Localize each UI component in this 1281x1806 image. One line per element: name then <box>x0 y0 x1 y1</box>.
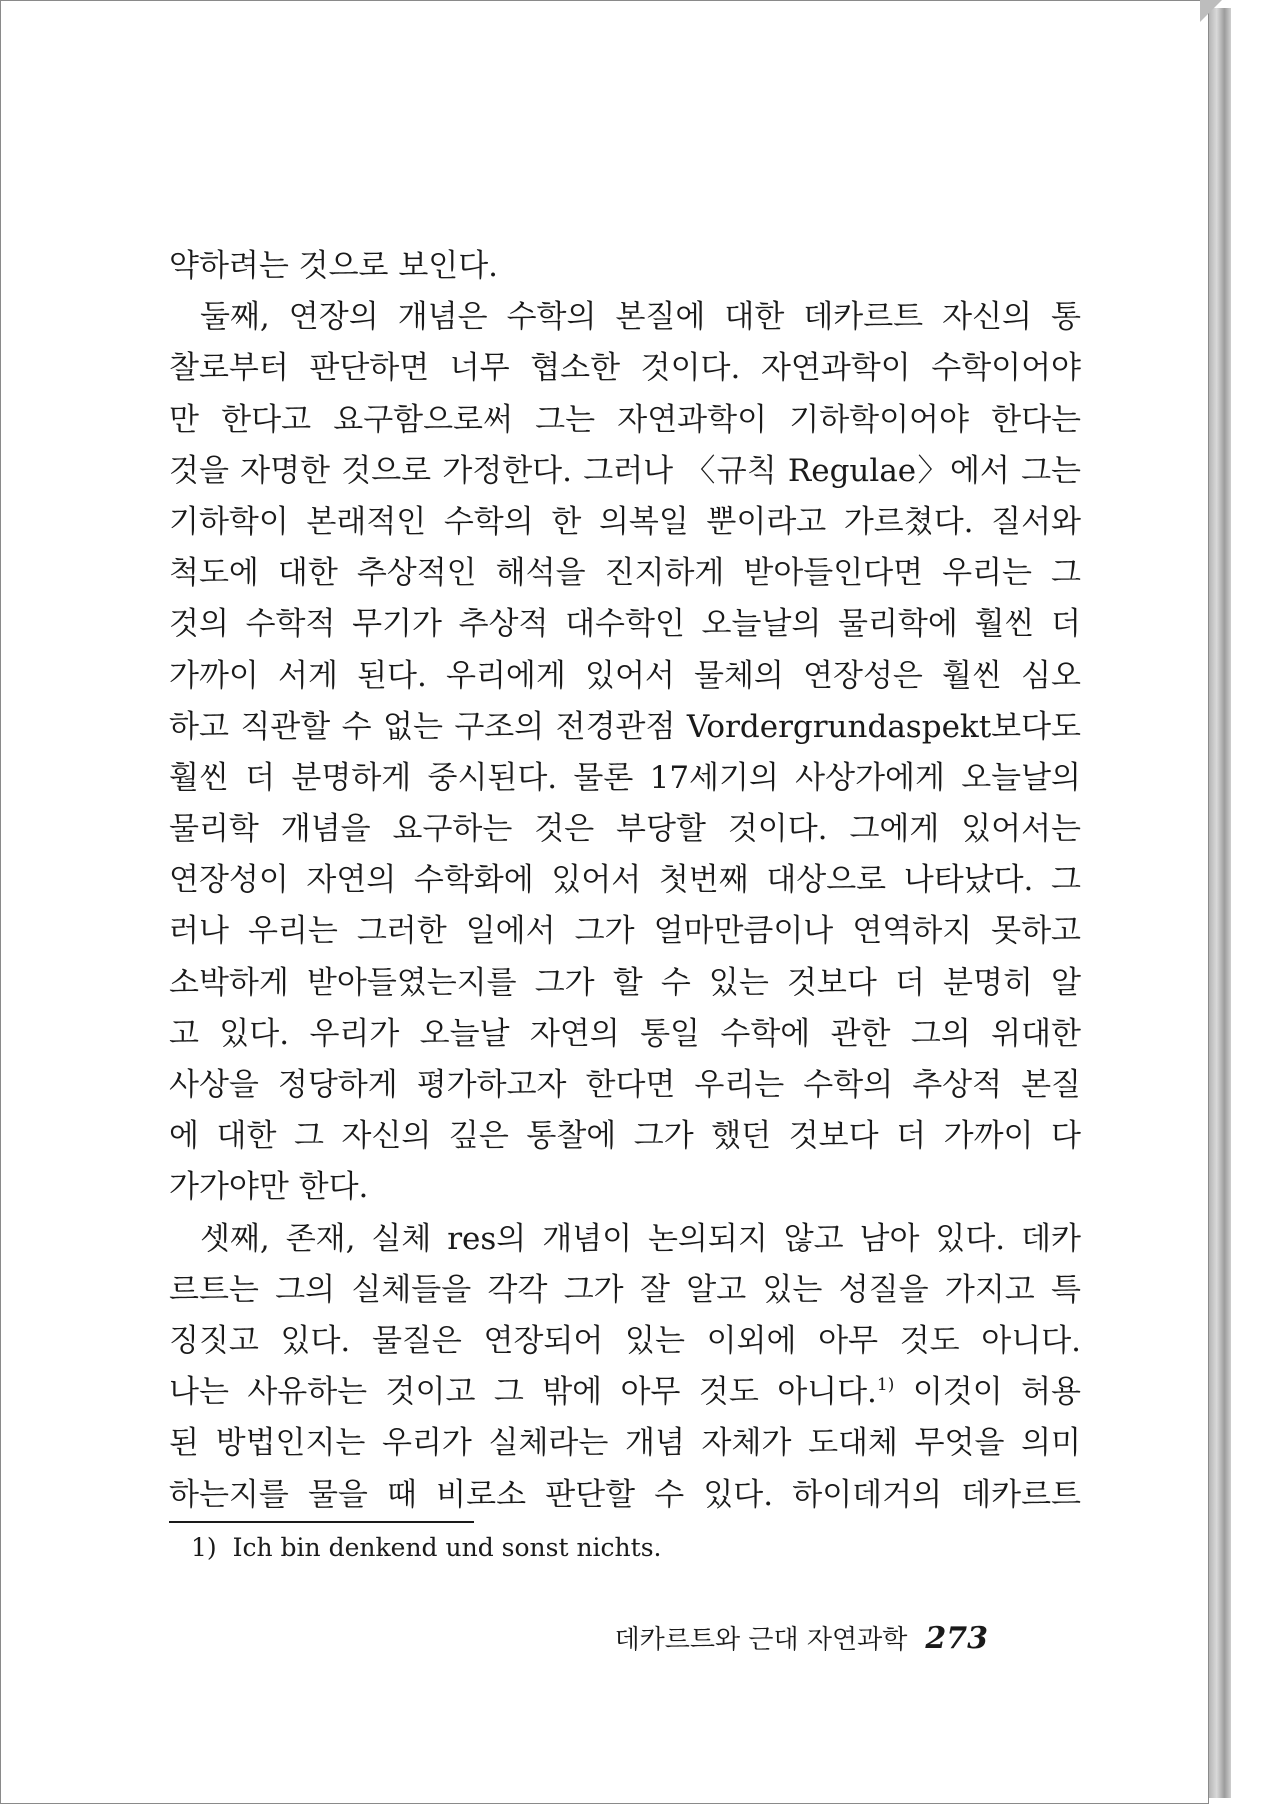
text-line-content: 된 방법인지는 우리가 실체라는 개념 자체가 도대체 무엇을 의미 <box>169 1425 1081 1462</box>
text-line <box>169 395 1081 446</box>
footnote <box>191 1531 661 1565</box>
page-corner-fold <box>1200 0 1222 22</box>
text-line <box>169 548 1081 599</box>
text-line-content: 나는 사유하는 것이고 그 밖에 아무 것도 아니다. <box>169 1374 877 1411</box>
text-line-content: 가가야만 한다. <box>169 1169 369 1206</box>
running-footer <box>615 1619 988 1660</box>
text-line <box>169 497 1081 548</box>
text-line-content: 찰로부터 판단하면 너무 협소한 것이다. 자연과학이 수학이어야 <box>169 350 1081 387</box>
text-line-content: 소박하게 받아들였는지를 그가 할 수 있는 것보다 더 분명히 알 <box>169 964 1081 1001</box>
text-line-content: 둘째, 연장의 개념은 수학의 본질에 대한 데카르트 자신의 통 <box>200 299 1081 336</box>
text-line-content: 훨씬 더 분명하게 중시된다. 물론 17세기의 사상가에게 오늘날의 <box>169 759 1081 796</box>
text-line <box>169 1316 1081 1367</box>
text-line <box>169 958 1081 1009</box>
running-footer-title: 데카르트와 근대 자연과학 <box>614 1625 908 1655</box>
text-line-content: 것을 자명한 것으로 가정한다. 그러나 〈규칙 Regulae〉에서 그는 <box>169 452 1081 489</box>
text-line <box>169 1009 1081 1060</box>
text-line-content: 에 대한 그 자신의 깊은 통찰에 그가 했던 것보다 더 가까이 다 <box>169 1118 1081 1155</box>
text-line <box>169 702 1081 753</box>
text-line <box>169 599 1081 650</box>
text-line-content: 연장성이 자연의 수학화에 있어서 첫번째 대상으로 나타났다. 그 <box>169 862 1081 899</box>
text-line-content: 하고 직관할 수 없는 구조의 전경관점 Vordergrundaspekt보다도 <box>169 708 1081 745</box>
text-line <box>169 1367 1081 1418</box>
text-line-content: 징짓고 있다. 물질은 연장되어 있는 이외에 아무 것도 아니다. <box>169 1322 1081 1359</box>
text-line-continuation: 이것이 허용 <box>894 1374 1081 1411</box>
text-line-content: 기하학이 본래적인 수학의 한 의복일 뿐이라고 가르쳤다. 질서와 <box>169 503 1081 540</box>
text-line-content: 척도에 대한 추상적인 해석을 진지하게 받아들인다면 우리는 그 <box>169 555 1081 592</box>
text-line <box>169 1060 1081 1111</box>
footnote-mark: 1) <box>191 1533 217 1562</box>
text-line-content: 셋째, 존재, 실체 res의 개념이 논의되지 않고 남아 있다. 데카 <box>200 1220 1081 1257</box>
text-line <box>169 1162 1081 1213</box>
text-line-content: 사상을 정당하게 평가하고자 한다면 우리는 수학의 추상적 본질 <box>169 1067 1081 1103</box>
text-line <box>169 855 1081 906</box>
text-line <box>169 753 1081 804</box>
text-line-content: 만 한다고 요구함으로써 그는 자연과학이 기하학이어야 한다는 <box>169 401 1081 438</box>
page-number: 273 <box>925 1621 988 1656</box>
text-line-content: 가까이 서게 된다. 우리에게 있어서 물체의 연장성은 훨씬 심오 <box>169 657 1081 694</box>
text-line <box>169 804 1081 855</box>
text-line-content: 것의 수학적 무기가 추상적 대수학인 오늘날의 물리학에 훨씬 더 <box>169 606 1081 643</box>
text-line-content: 르트는 그의 실체들을 각각 그가 잘 알고 있는 성질을 가지고 특 <box>169 1271 1081 1308</box>
text-line-content: 물리학 개념을 요구하는 것은 부당할 것이다. 그에게 있어서는 <box>169 811 1081 848</box>
text-line <box>169 1111 1081 1162</box>
footnote-text: Ich bin denkend und sonst nichts. <box>232 1533 662 1562</box>
text-line <box>169 1470 1081 1521</box>
text-line <box>169 292 1081 343</box>
page-stack-edge <box>1209 8 1231 1798</box>
text-line <box>169 343 1081 394</box>
text-line <box>169 906 1081 957</box>
text-line-content: 고 있다. 우리가 오늘날 자연의 통일 수학에 관한 그의 위대한 <box>169 1015 1081 1052</box>
text-line <box>169 1418 1081 1469</box>
text-line <box>169 241 1081 292</box>
body-text <box>169 241 1081 1521</box>
text-line <box>169 1214 1081 1265</box>
text-line <box>169 1265 1081 1316</box>
text-line-content: 약하려는 것으로 보인다. <box>169 248 499 284</box>
text-line-content: 하는지를 물을 때 비로소 판단할 수 있다. 하이데거의 데카르트 <box>169 1476 1081 1513</box>
text-line <box>169 651 1081 702</box>
footnote-reference: 1) <box>876 1375 895 1396</box>
footnote-divider <box>169 1521 474 1523</box>
text-line <box>169 446 1081 497</box>
text-line-content: 러나 우리는 그러한 일에서 그가 얼마만큼이나 연역하지 못하고 <box>169 913 1081 950</box>
